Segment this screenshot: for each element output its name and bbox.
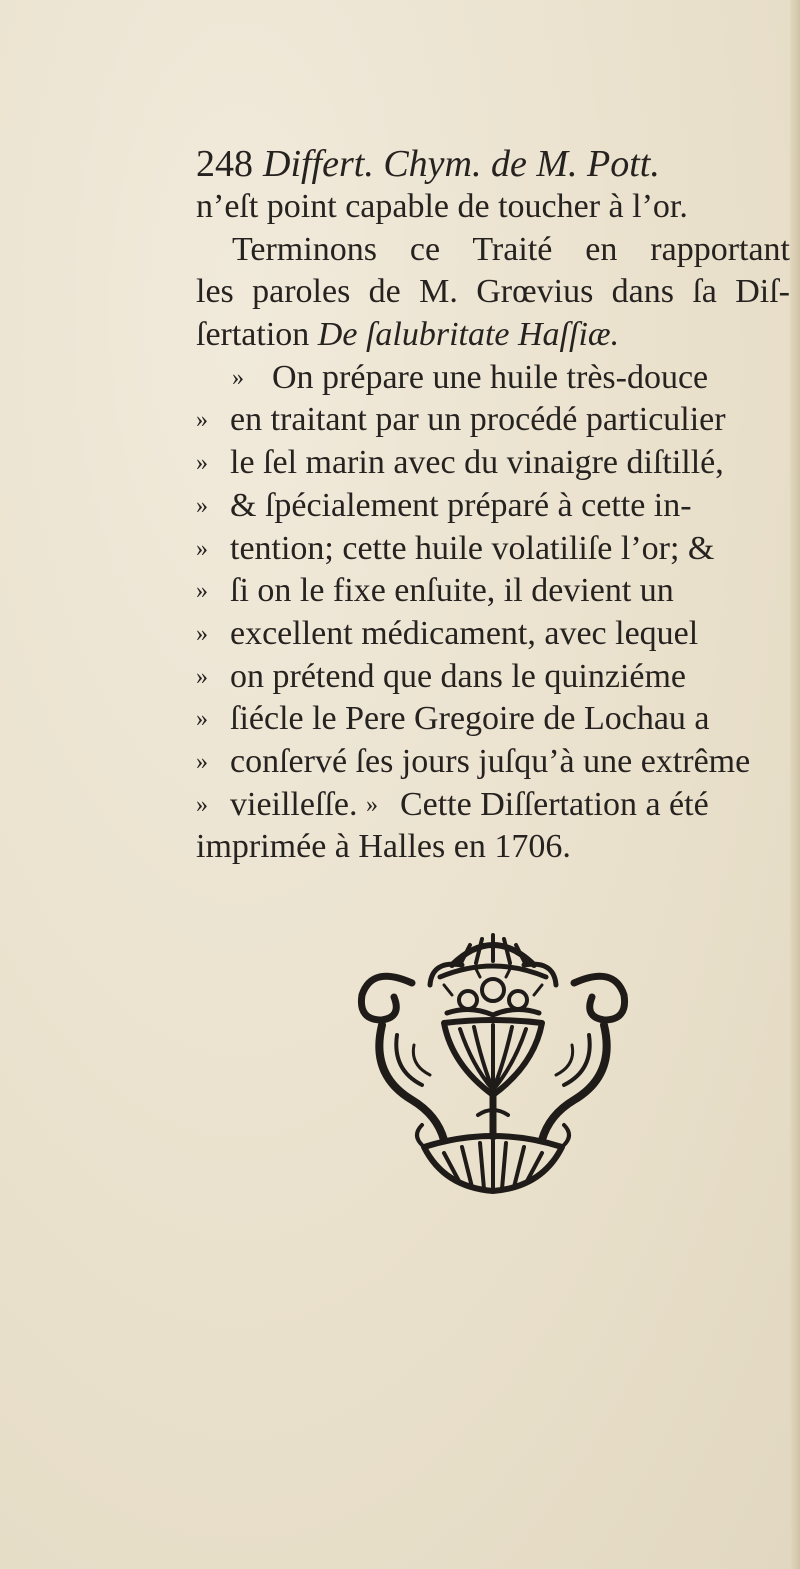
quote-mark: »: [196, 492, 208, 519]
text-line-6: [196, 399, 790, 442]
text-line-1: n’eſt point capable de toucher à l’or.: [196, 188, 688, 225]
quote-mark: »: [196, 535, 208, 562]
text-line-5: [196, 357, 790, 400]
quote-text: vieilleſſe.: [230, 785, 358, 823]
text-line-12: [196, 656, 790, 699]
quote-text: Cette Diſſertation a été: [399, 785, 709, 823]
text-line-16: imprimée à Halles en 1706.: [196, 828, 571, 866]
text-line-14: [196, 741, 790, 784]
page-number: 248: [196, 143, 253, 185]
quote-text: conſervé ſes jours juſqu’à une extrême: [230, 742, 751, 780]
quote-mark: »: [232, 364, 244, 391]
latin-title: De ſalubritate Haſſiæ.: [317, 316, 620, 354]
page-edge: [790, 0, 800, 1569]
text-line-3: les paroles de M. Grœvius dans ſa Diſ-: [196, 273, 790, 311]
quote-text: ſiécle le Pere Gregoire de Lochau a: [230, 700, 710, 738]
text-line-13: [196, 698, 790, 741]
text-line-2: Terminons ce Traité en rapportant: [232, 230, 790, 268]
quote-text: en traitant par un procédé particulier: [230, 401, 726, 439]
quote-mark: »: [196, 450, 208, 477]
quote-mark: »: [365, 791, 378, 818]
running-title: Differt. Chym. de M. Pott.: [263, 143, 660, 185]
text-line-11: [196, 613, 790, 656]
text-line-7: [196, 442, 790, 485]
quote-text: tention; cette huile volatiliſe l’or; &: [230, 529, 715, 567]
quote-mark: »: [196, 748, 208, 775]
quote-text: excellent médicament, avec lequel: [230, 614, 699, 652]
text-line-4-roman: ſertation: [196, 316, 318, 354]
running-header: [196, 142, 790, 186]
quote-mark: »: [196, 663, 208, 690]
quote-mark: »: [196, 791, 208, 818]
text-line-8: [196, 485, 790, 528]
text-line-4: [196, 314, 790, 357]
quote-mark: »: [196, 620, 208, 647]
quote-text: On prépare une huile très-douce: [272, 358, 709, 396]
quote-text: on prétend que dans le quinziéme: [230, 657, 687, 695]
text-line-10: [196, 570, 790, 613]
text-line-15: [196, 784, 790, 827]
text-line-9: [196, 528, 790, 571]
quote-mark: »: [196, 706, 208, 733]
quote-mark: »: [196, 407, 208, 434]
quote-text: & ſpécialement préparé à cette in-: [230, 486, 692, 524]
quote-text: ſi on le fixe enſuite, il devient un: [230, 572, 674, 610]
quote-mark: »: [196, 578, 208, 605]
floral-vase-tailpiece-icon: [352, 925, 634, 1200]
quote-text: le ſel marin avec du vinaigre diſtillé,: [230, 444, 724, 482]
page-body: [196, 142, 790, 869]
